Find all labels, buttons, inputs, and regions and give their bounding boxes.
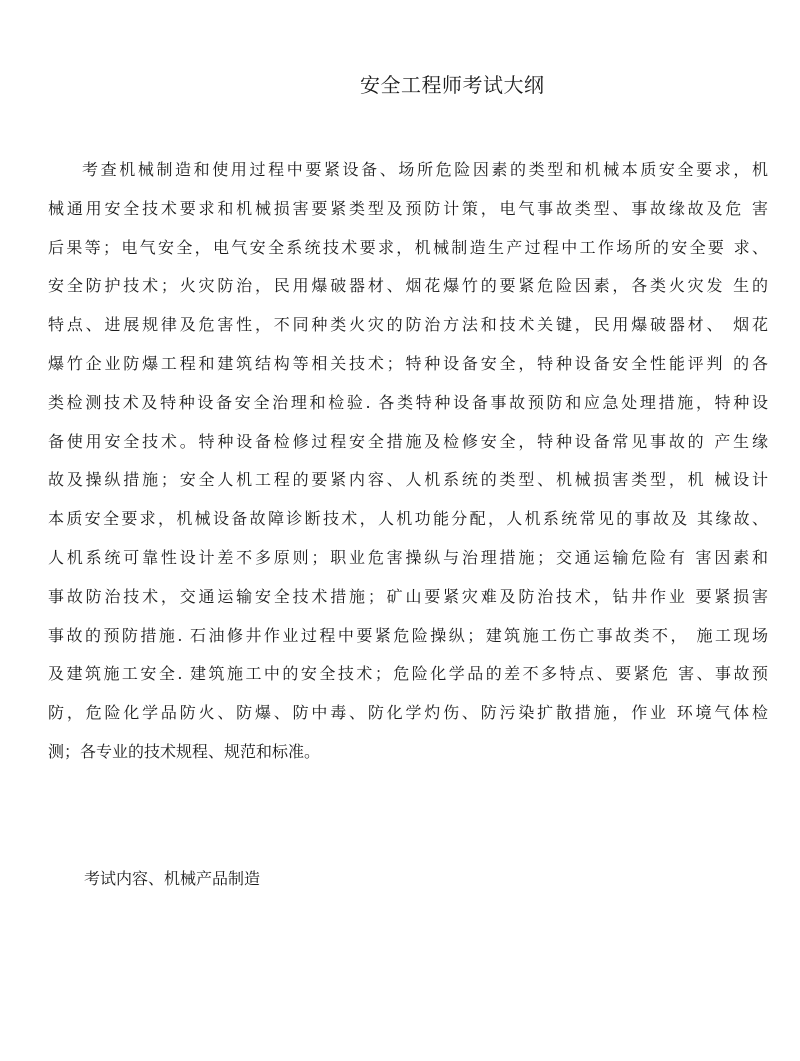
paragraph-line: 备使用安全技术。特种设备检修过程安全措施及检修安全，特种设备常见事故的 产生缘 xyxy=(48,431,768,451)
paragraph-line: 爆竹企业防爆工程和建筑结构等相关技术；特种设备安全，特种设备安全性能评判 的各 xyxy=(48,353,768,373)
paragraph-line: 后果等；电气安全，电气安全系统技术要求，机械制造生产过程中工作场所的安全要 求、 xyxy=(48,237,768,257)
paragraph-line: 考查机械制造和使用过程中要紧设备、场所危险因素的类型和机械本质安全要求，机 xyxy=(82,160,768,179)
paragraph-line: 类检测技术及特种设备安全治理和检验. 各类特种设备事故预防和应急处理措施，特种设 xyxy=(48,392,768,412)
paragraph-line: 事故防治技术，交通运输安全技术措施；矿山要紧灾难及防治技术，钻井作业 要紧损害 xyxy=(48,586,768,606)
section-heading: 考试内容、机械产品制造 xyxy=(84,869,261,888)
paragraph-line: 故及操纵措施；安全人机工程的要紧内容、人机系统的类型、机械损害类型，机 械设计 xyxy=(48,470,768,490)
paragraph-line: 测；各专业的技术规程、规范和标准。 xyxy=(48,741,321,761)
paragraph-line: 及建筑施工安全. 建筑施工中的安全技术；危险化学品的差不多特点、要紧危 害、事故预 xyxy=(48,664,768,684)
paragraph-line: 特点、进展规律及危害性，不同种类火灾的防治方法和技术关键，民用爆破器材、 烟花 xyxy=(48,315,768,335)
paragraph-line: 防，危险化学品防火、防爆、防中毒、防化学灼伤、防污染扩散措施，作业 环境气体检 xyxy=(48,703,768,723)
paragraph-line: 本质安全要求，机械设备故障诊断技术，人机功能分配，人机系统常见的事故及 其缘故、 xyxy=(48,509,768,529)
paragraph-line: 械通用安全技术要求和机械损害要紧类型及预防计策，电气事故类型、事故缘故及危 害 xyxy=(48,198,768,218)
body-paragraph xyxy=(48,155,768,776)
paragraph-line: 事故的预防措施. 石油修井作业过程中要紧危险操纵；建筑施工伤亡事故类不， 施工现场 xyxy=(48,625,768,645)
document-title: 安全工程师考试大纲 xyxy=(360,73,545,97)
paragraph-line: 安全防护技术；火灾防治，民用爆破器材、烟花爆竹的要紧危险因素，各类火灾发 生的 xyxy=(48,276,768,296)
paragraph-line: 人机系统可靠性设计差不多原则；职业危害操纵与治理措施；交通运输危险有 害因素和 xyxy=(48,547,768,567)
